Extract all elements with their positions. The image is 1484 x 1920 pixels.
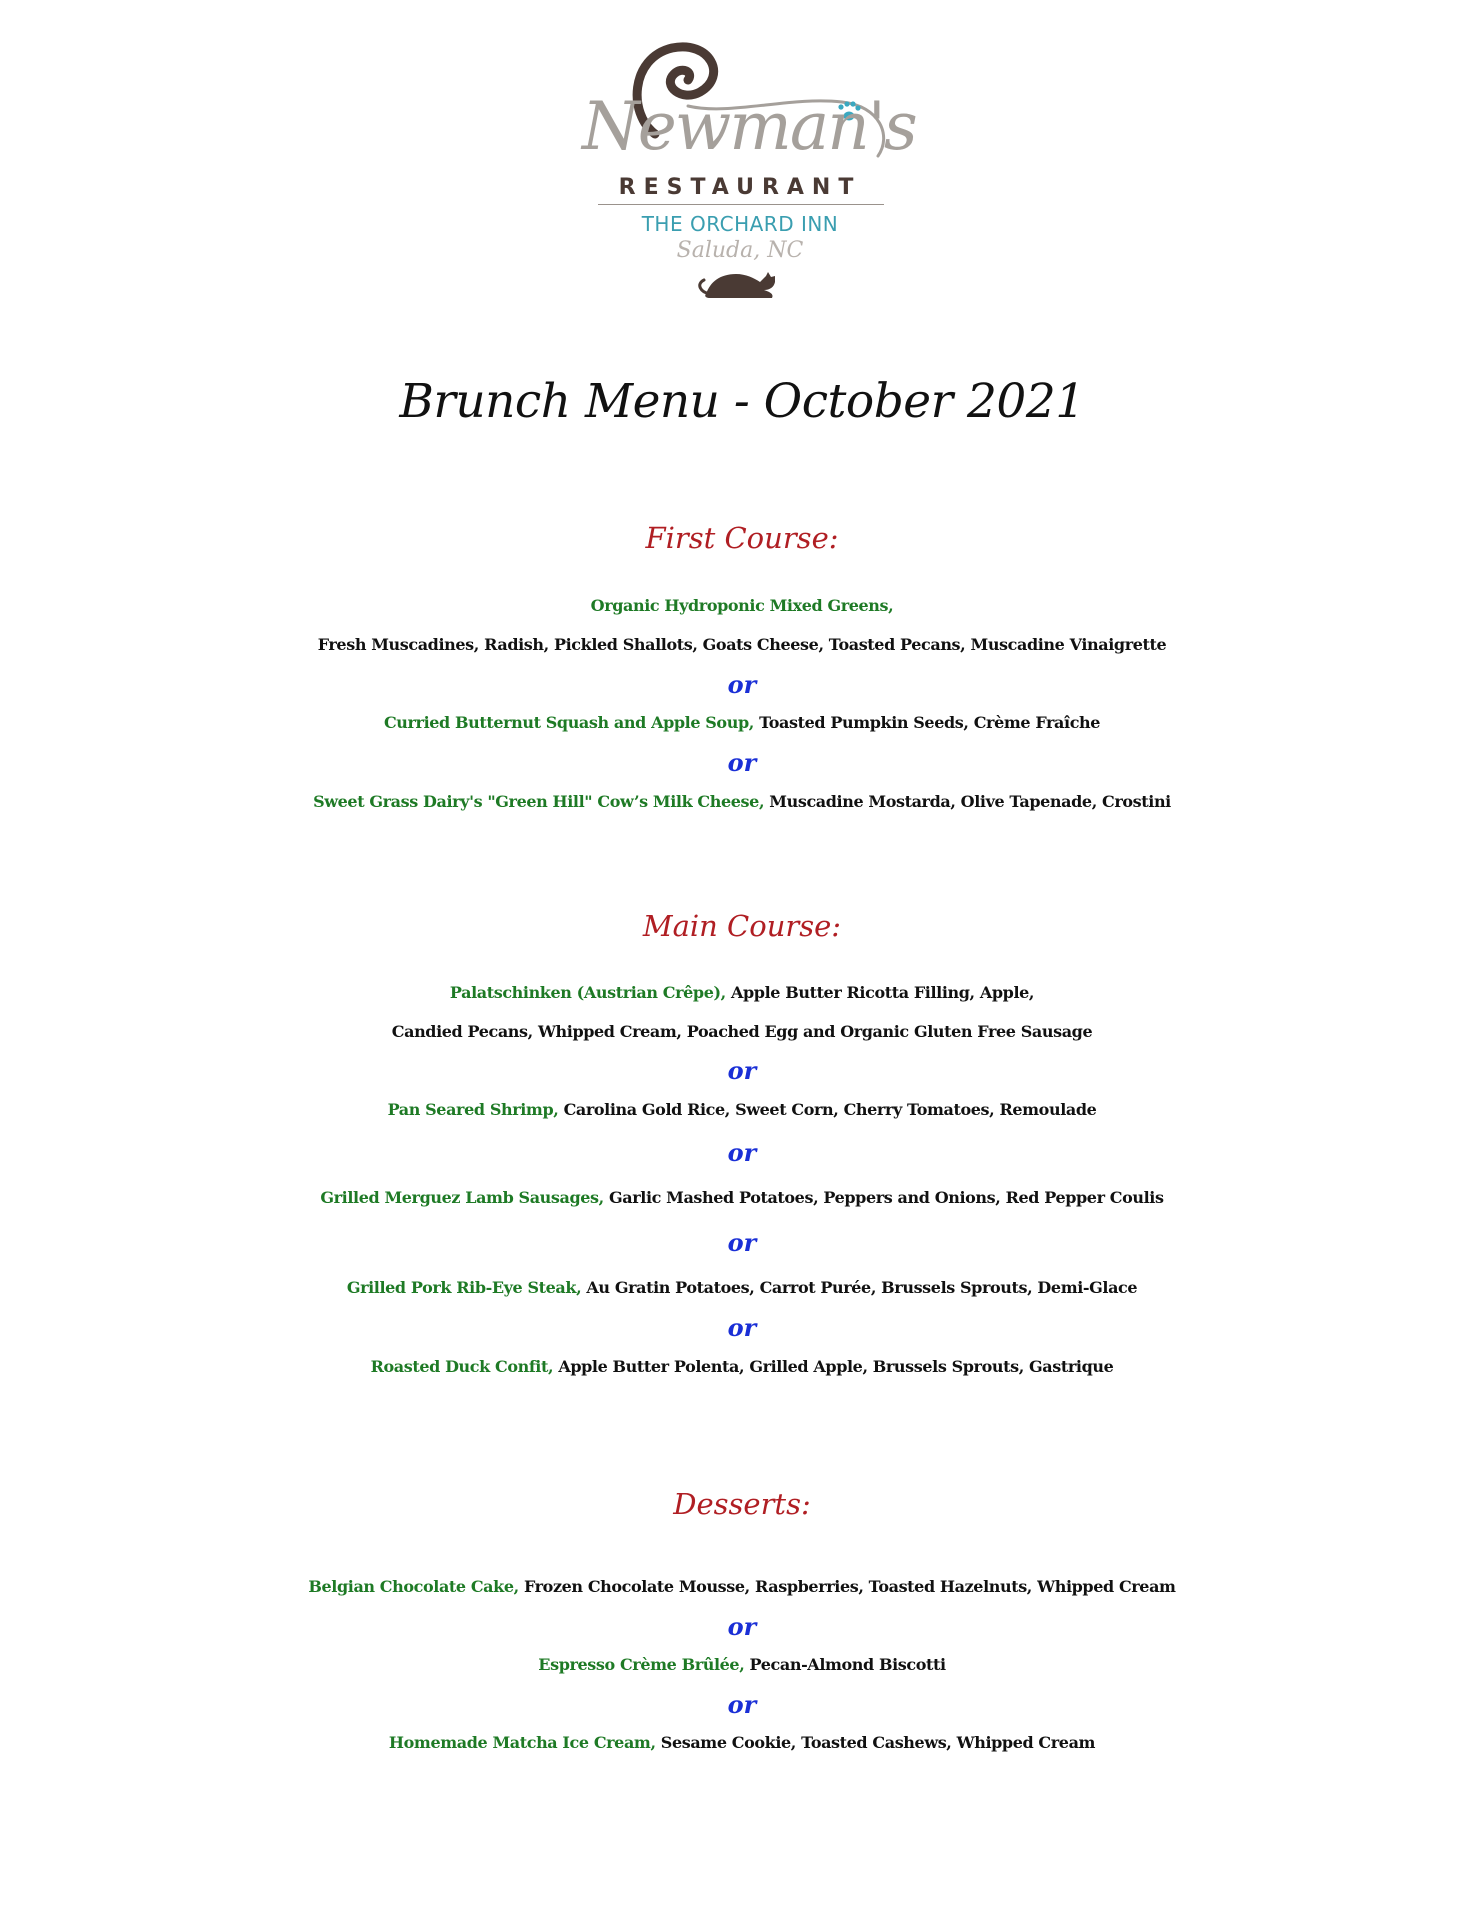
- dish-description: Carolina Gold Rice, Sweet Corn, Cherry Tomatoes, Remoulade: [563, 1100, 1097, 1119]
- main-course-item: [0, 1182, 1484, 1214]
- main-course-item: [0, 1094, 1484, 1126]
- dish-description: Apple Butter Polenta, Grilled Apple, Brussels Sprouts, Gastrique: [558, 1357, 1114, 1376]
- or-separator: or: [727, 748, 757, 777]
- dish-name: Roasted Duck Confit,: [370, 1357, 554, 1376]
- first-course-item: [0, 707, 1484, 739]
- dessert-item: [0, 1727, 1484, 1759]
- dish-description: Sesame Cookie, Toasted Cashews, Whipped Cream: [660, 1733, 1096, 1752]
- logo-inn-text: THE ORCHARD INN: [641, 212, 839, 236]
- logo-script-name: Newman's: [582, 88, 916, 165]
- or-separator: or: [727, 1690, 757, 1719]
- dish-description: Garlic Mashed Potatoes, Peppers and Onions, Red Pepper Coulis: [609, 1188, 1164, 1207]
- first-course-item: [0, 590, 1484, 622]
- or-separator: or: [727, 1138, 757, 1167]
- dish-name: Grilled Pork Rib-Eye Steak,: [346, 1278, 582, 1297]
- logo-restaurant-text: RESTAURANT: [618, 175, 862, 200]
- logo-divider: [598, 204, 884, 205]
- dish-description: Frozen Chocolate Mousse, Raspberries, Toasted Hazelnuts, Whipped Cream: [523, 1577, 1176, 1596]
- dish-name: Espresso Crème Brûlée,: [538, 1655, 745, 1674]
- main-course-item: [0, 977, 1484, 1009]
- dish-name: Palatschinken (Austrian Crêpe),: [449, 983, 726, 1002]
- dish-name: Belgian Chocolate Cake,: [308, 1577, 519, 1596]
- main-course-heading: Main Course:: [642, 909, 842, 943]
- first-course-heading: First Course:: [645, 521, 839, 555]
- dish-description-line: [0, 629, 1484, 661]
- dish-description: Fresh Muscadines, Radish, Pickled Shallots, Goats Cheese, Toasted Pecans, Muscadine Vinaigrette: [317, 635, 1167, 654]
- logo-city-text: Saluda, NC: [676, 238, 804, 263]
- dish-name: Organic Hydroponic Mixed Greens,: [590, 596, 894, 615]
- page-title: Brunch Menu - October 2021: [399, 374, 1085, 429]
- dish-description: Pecan-Almond Biscotti: [749, 1655, 946, 1674]
- dish-name: Sweet Grass Dairy's "Green Hill" Cow’s Milk Cheese,: [313, 792, 765, 811]
- desserts-heading: Desserts:: [673, 1487, 811, 1521]
- main-course-item: [0, 1272, 1484, 1304]
- or-separator: or: [727, 1056, 757, 1085]
- dish-name: Grilled Merguez Lamb Sausages,: [320, 1188, 604, 1207]
- dish-description: Apple Butter Ricotta Filling, Apple,: [731, 983, 1035, 1002]
- restaurant-logo: [560, 36, 920, 306]
- dish-name: Homemade Matcha Ice Cream,: [388, 1733, 656, 1752]
- dish-name: Pan Seared Shrimp,: [387, 1100, 559, 1119]
- dish-description: Au Gratin Potatoes, Carrot Purée, Brussels Sprouts, Demi-Glace: [586, 1278, 1138, 1297]
- dessert-item: [0, 1571, 1484, 1603]
- main-course-item: [0, 1351, 1484, 1383]
- or-separator: or: [727, 1612, 757, 1641]
- logo-graphics: [560, 36, 920, 306]
- or-separator: or: [727, 1228, 757, 1257]
- first-course-item: [0, 786, 1484, 818]
- dish-description: Toasted Pumpkin Seeds, Crème Fraîche: [759, 713, 1101, 732]
- cat-silhouette-icon: [700, 272, 775, 298]
- or-separator: or: [727, 670, 757, 699]
- dish-description: Muscadine Mostarda, Olive Tapenade, Crostini: [769, 792, 1171, 811]
- dish-description-line: [0, 1016, 1484, 1048]
- dish-description: Candied Pecans, Whipped Cream, Poached Egg and Organic Gluten Free Sausage: [391, 1022, 1093, 1041]
- or-separator: or: [727, 1313, 757, 1342]
- dish-name: Curried Butternut Squash and Apple Soup,: [383, 713, 754, 732]
- dessert-item: [0, 1649, 1484, 1681]
